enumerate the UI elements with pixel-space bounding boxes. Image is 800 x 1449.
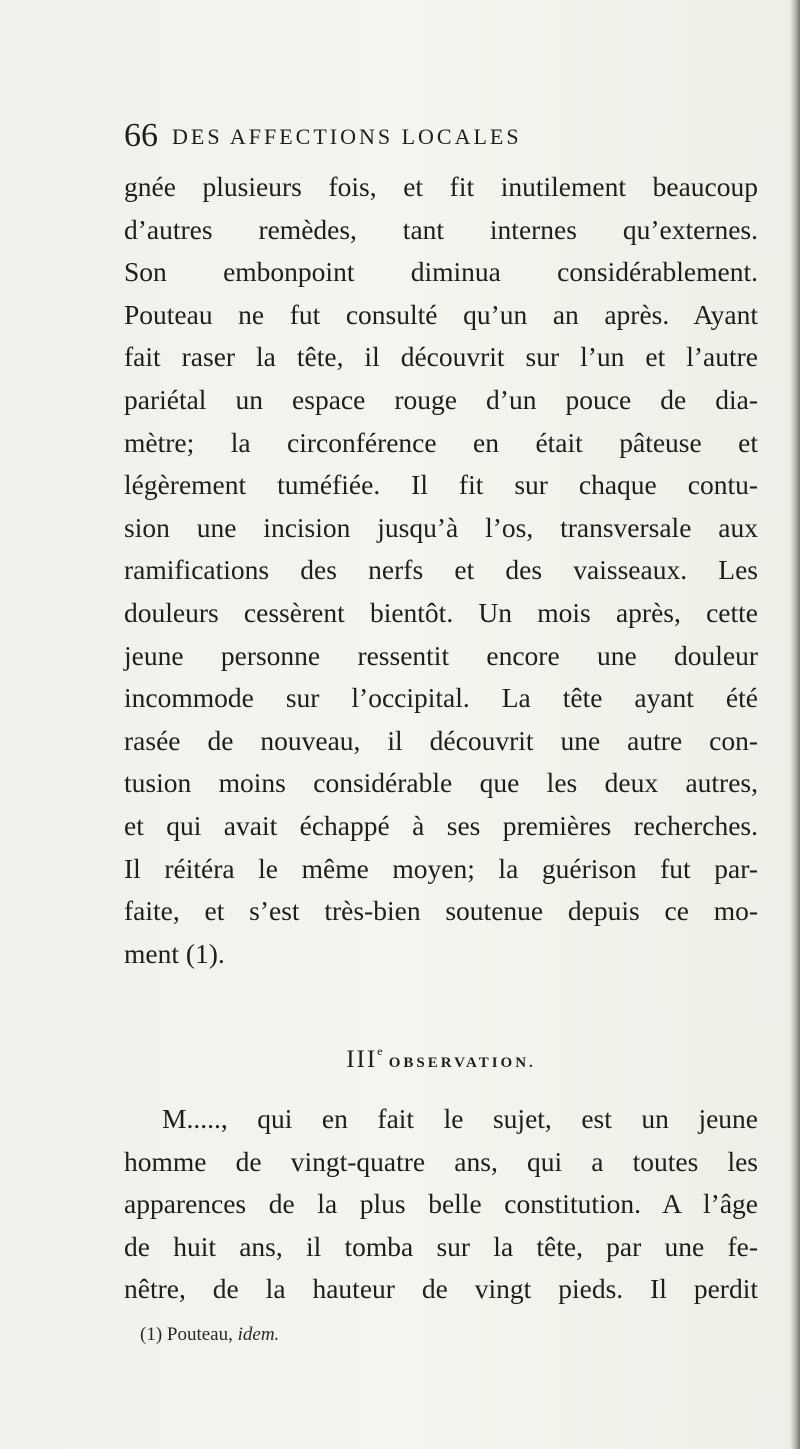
text-line: de huit ans, il tomba sur la tête, par une fe-: [124, 1230, 758, 1262]
observation-superscript: e: [377, 1044, 383, 1058]
text-line: Son embonpoint diminua considérablement.: [124, 256, 758, 288]
text-line: Pouteau ne fut consulté qu’un an après. Ayant: [124, 298, 758, 330]
text-line: M....., qui en fait le sujet, est un jeune: [162, 1103, 758, 1134]
text-line: ramifications des nerfs et des vaisseaux. Les: [124, 554, 758, 586]
page-number: 66: [124, 117, 158, 154]
running-title: DES AFFECTIONS LOCALES: [172, 124, 522, 149]
text-line: fait raser la tête, il découvrit sur l’un et l’autre: [124, 341, 758, 373]
text-line: douleurs cessèrent bientôt. Un mois après, cette: [124, 596, 758, 628]
text-line: gnée plusieurs fois, et fit inutilement beaucoup: [124, 171, 758, 202]
footnote-marker: (1): [140, 1324, 163, 1345]
paragraph-continued: [124, 166, 758, 975]
text-line: faite, et s’est très-bien soutenue depuis ce mo-: [124, 895, 758, 927]
observation-word: OBSERVATION.: [388, 1055, 536, 1071]
observation-number: III: [346, 1046, 378, 1073]
text-line: homme de vingt-quatre ans, qui a toutes les: [124, 1145, 758, 1177]
text-line: et qui avait échappé à ses premières recherches.: [124, 809, 758, 841]
text-line: mètre; la circonférence en était pâteuse et: [124, 426, 758, 458]
text-line: légèrement tuméfiée. Il fit sur chaque contu-: [124, 469, 758, 501]
text-line: apparences de la plus belle constitution. A l’âge: [124, 1188, 758, 1220]
text-line: jeune personne ressentit encore une douleur: [124, 639, 758, 671]
observation-heading: [124, 1034, 758, 1080]
page-header: [124, 116, 684, 156]
text-line: Il réitéra le même moyen; la guérison fut par-: [124, 852, 758, 884]
text-line: d’autres remèdes, tant internes qu’externes.: [124, 213, 758, 245]
page-edge-shadow: [790, 0, 800, 1449]
footnote-author: Pouteau,: [166, 1324, 233, 1345]
text-line: pariétal un espace rouge d’un pouce de dia-: [124, 383, 758, 415]
text-line: ment (1).: [124, 937, 225, 969]
footnote-reference: idem.: [237, 1324, 280, 1345]
text-line: sion une incision jusqu’à l’os, transversale aux: [124, 511, 758, 543]
text-line: incommode sur l’occipital. La tête ayant été: [124, 682, 758, 714]
footnote: [140, 1322, 279, 1348]
text-line: nêtre, de la hauteur de vingt pieds. Il perdit: [124, 1273, 758, 1305]
paragraph-observation: [124, 1098, 758, 1311]
text-line: tusion moins considérable que les deux autres,: [124, 767, 758, 799]
text-line: rasée de nouveau, il découvrit une autre con-: [124, 724, 758, 756]
